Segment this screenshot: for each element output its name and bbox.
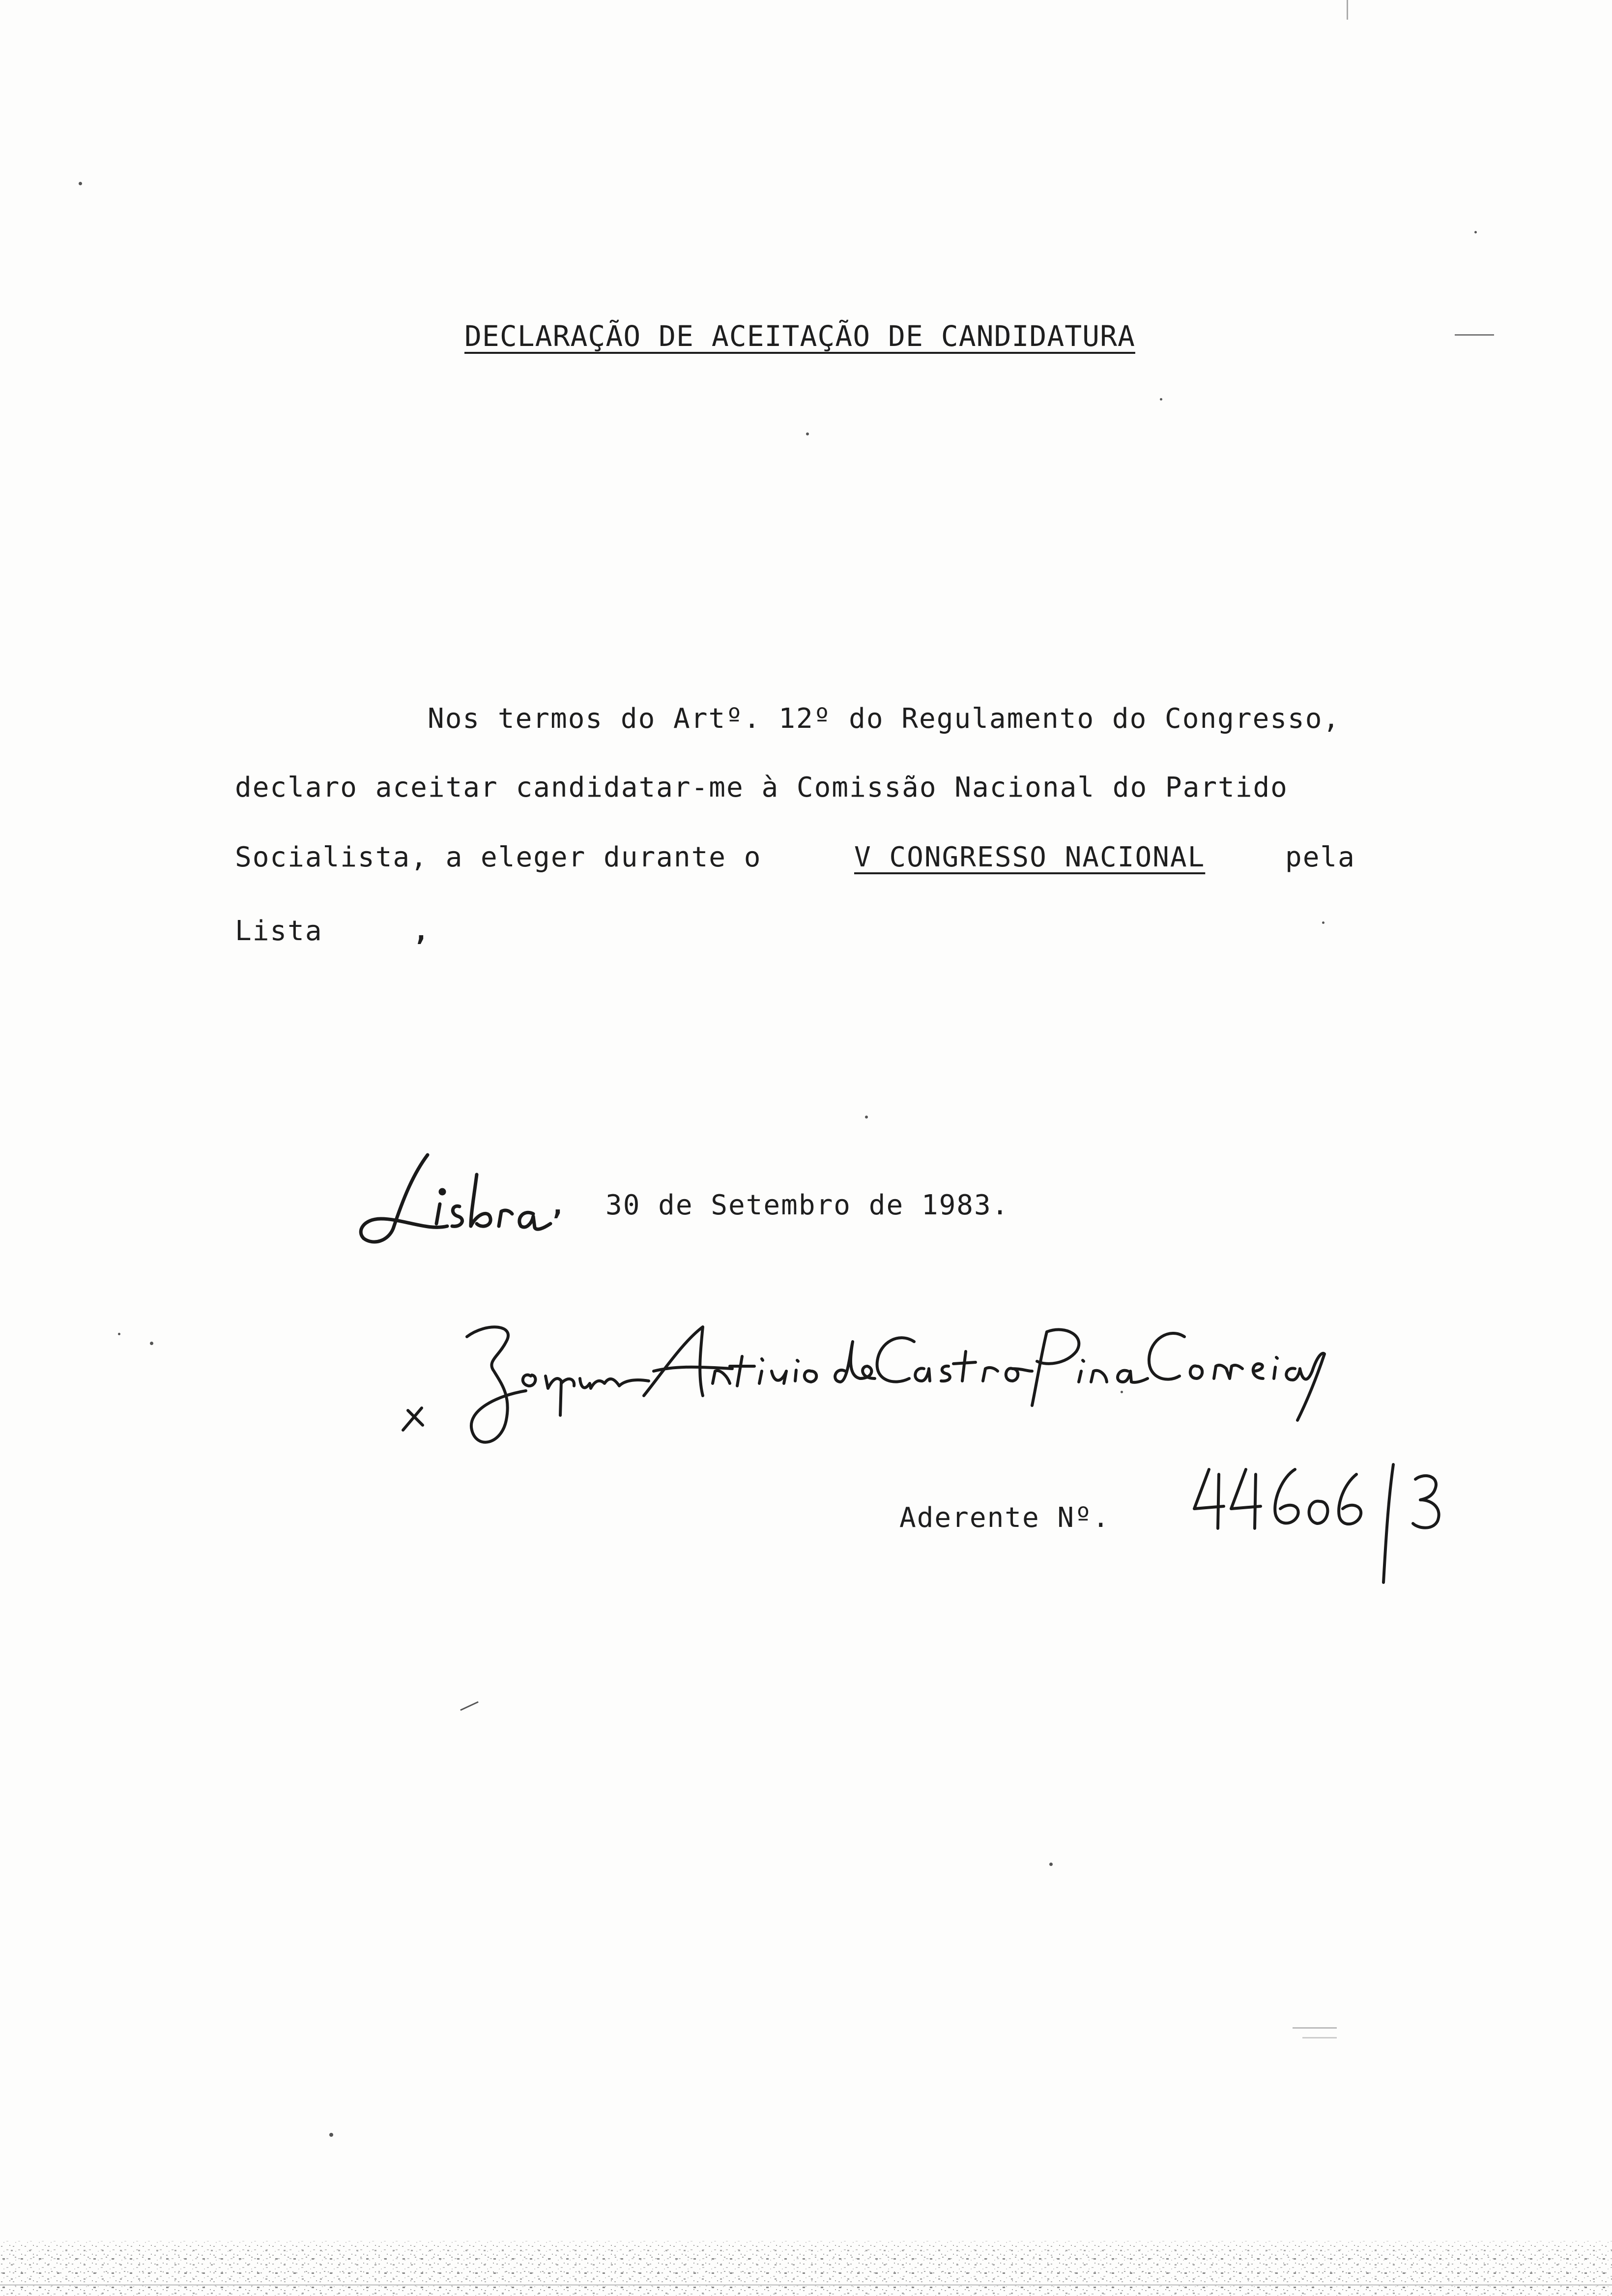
list-comma: ,: [413, 915, 431, 947]
scan-speck: [1322, 921, 1324, 924]
scan-speck: [1160, 398, 1162, 401]
document-title: DECLARAÇÃO DE ACEITAÇÃO DE CANDIDATURA: [464, 319, 1135, 353]
list-label: Lista: [235, 915, 323, 947]
scan-noise-band: [0, 2226, 1612, 2296]
scan-mark: [1347, 0, 1348, 20]
scan-mark: [1455, 334, 1494, 336]
scan-speck: [329, 2133, 333, 2137]
handwritten-place: [354, 1145, 560, 1253]
scan-speck: [806, 432, 809, 435]
date-text: 30 de Setembro de 1983.: [605, 1189, 1009, 1221]
scan-speck: [1474, 231, 1477, 233]
scan-speck: [1049, 1863, 1053, 1866]
scan-mark: [1302, 2037, 1337, 2038]
body-line-3-start: Socialista, a eleger durante o: [235, 841, 762, 873]
member-number-label: Aderente Nº.: [899, 1502, 1110, 1534]
scan-speck: [150, 1342, 153, 1345]
body-line-2: declaro aceitar candidatar-me à Comissão Nacional do Partido: [235, 772, 1288, 804]
body-line-3-end: pela: [1285, 841, 1355, 873]
date-comma: ,: [549, 1189, 567, 1221]
congress-name: V CONGRESSO NACIONAL: [854, 841, 1206, 873]
member-number-handwritten: [1189, 1455, 1465, 1587]
scan-mark: [1293, 2027, 1337, 2029]
scan-speck: [118, 1333, 120, 1335]
scan-mark: [460, 1701, 479, 1711]
scan-speck: [1121, 1391, 1123, 1393]
body-line-1: Nos termos do Artº. 12º do Regulamento do Congresso,: [428, 703, 1341, 735]
scan-speck: [865, 1116, 868, 1119]
scan-speck: [79, 182, 82, 185]
signature: [388, 1297, 1460, 1460]
